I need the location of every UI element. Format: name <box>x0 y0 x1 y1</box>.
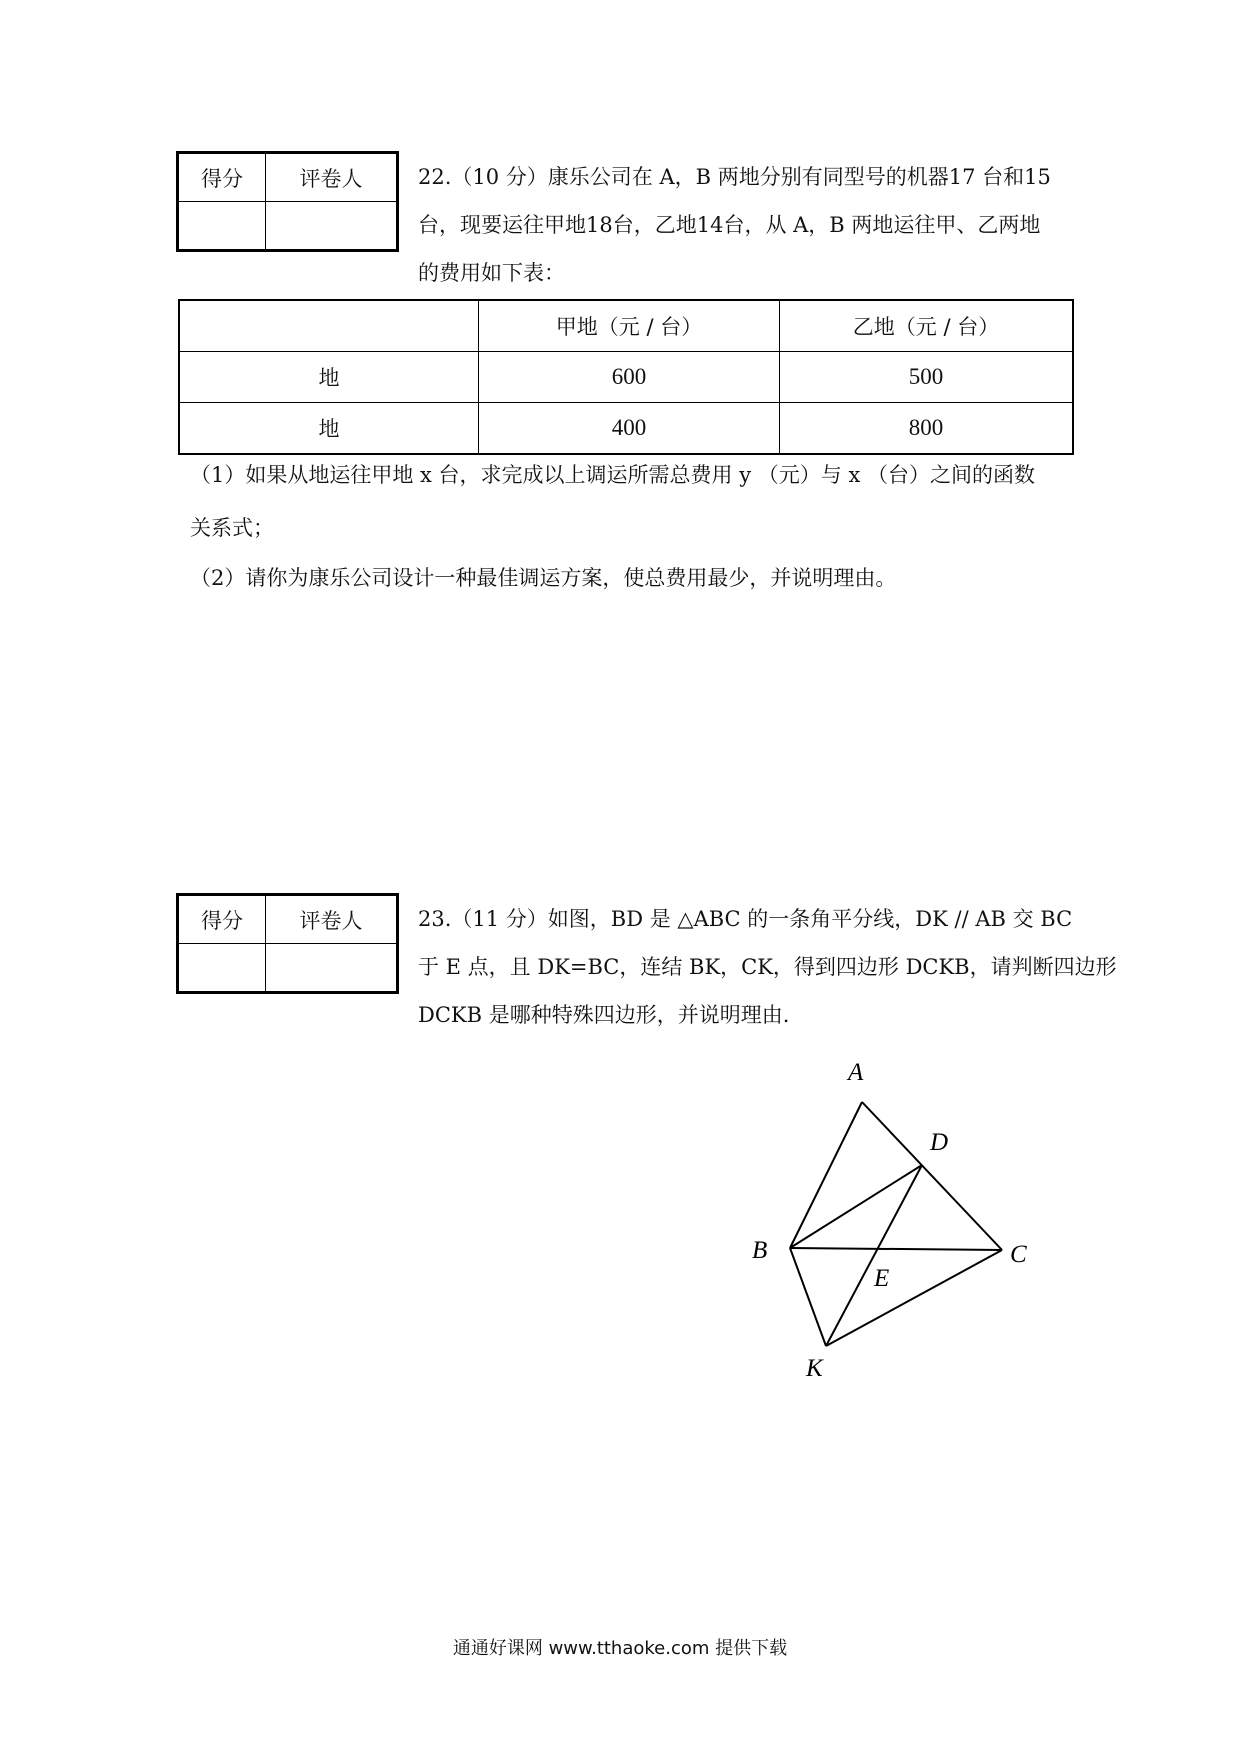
label-b: B <box>752 1237 768 1264</box>
geometry-figure <box>740 1050 1080 1390</box>
cell-value: 400 <box>479 403 780 455</box>
label-k: K <box>806 1355 823 1382</box>
table-row <box>179 403 1073 455</box>
q23-line-1: 23.（11 分）如图，BD 是 △ABC 的一条角平分线，DK // AB 交 BC <box>418 907 1073 931</box>
segment-bc <box>790 1248 1002 1250</box>
cost-table <box>178 299 1074 455</box>
table-header-jia: 甲地（元 / 台） <box>479 300 780 352</box>
table-header-blank <box>179 300 479 352</box>
label-a: A <box>848 1059 864 1086</box>
q22-part2: （2）请你为康乐公司设计一种最佳调运方案，使总费用最少，并说明理由。 <box>190 566 897 590</box>
q23-statement <box>418 895 1117 1039</box>
score-cell[interactable] <box>178 202 266 251</box>
cell-value: 800 <box>780 403 1074 455</box>
score-label: 得分 <box>178 153 266 202</box>
table-header-yi: 乙地（元 / 台） <box>780 300 1074 352</box>
row-label: 地 <box>179 352 479 403</box>
score-label: 得分 <box>178 895 266 944</box>
segment-ac <box>862 1102 1002 1250</box>
footer-text: 通通好课网 www.tthaoke.com 提供下载 <box>452 1638 788 1659</box>
q23-line-2: 于 E 点，且 DK=BC，连结 BK，CK，得到四边形 DCKB，请判断四边形 <box>418 955 1117 979</box>
row-label: 地 <box>179 403 479 455</box>
grader-cell[interactable] <box>266 202 398 251</box>
cell-value: 600 <box>479 352 780 403</box>
q22-part1-line1: （1）如果从地运往甲地 x 台，求完成以上调运所需总费用 y （元）与 x （台）之间的函数 <box>190 463 1035 487</box>
grader-label: 评卷人 <box>266 153 398 202</box>
segment-bk <box>790 1248 826 1346</box>
grader-label: 评卷人 <box>266 895 398 944</box>
q22-statement <box>418 153 1051 297</box>
grader-cell[interactable] <box>266 944 398 993</box>
table-row <box>179 352 1073 403</box>
q22-line-2: 台，现要运往甲地18台，乙地14台，从 A，B 两地运往甲、乙两地 <box>418 213 1041 237</box>
label-c: C <box>1010 1241 1027 1268</box>
table-header-row <box>179 300 1073 352</box>
q23-line-3: DCKB 是哪种特殊四边形，并说明理由. <box>418 1003 790 1027</box>
label-d: D <box>930 1129 949 1156</box>
cell-value: 500 <box>780 352 1074 403</box>
score-box-q23 <box>176 893 399 994</box>
q22-part1-line2: 关系式； <box>190 516 274 540</box>
score-box-q22 <box>176 151 399 252</box>
score-cell[interactable] <box>178 944 266 993</box>
label-e: E <box>874 1265 890 1292</box>
q22-line-3: 的费用如下表： <box>418 261 565 285</box>
q22-line-1: 22.（10 分）康乐公司在 A，B 两地分别有同型号的机器17 台和15 <box>418 165 1051 189</box>
